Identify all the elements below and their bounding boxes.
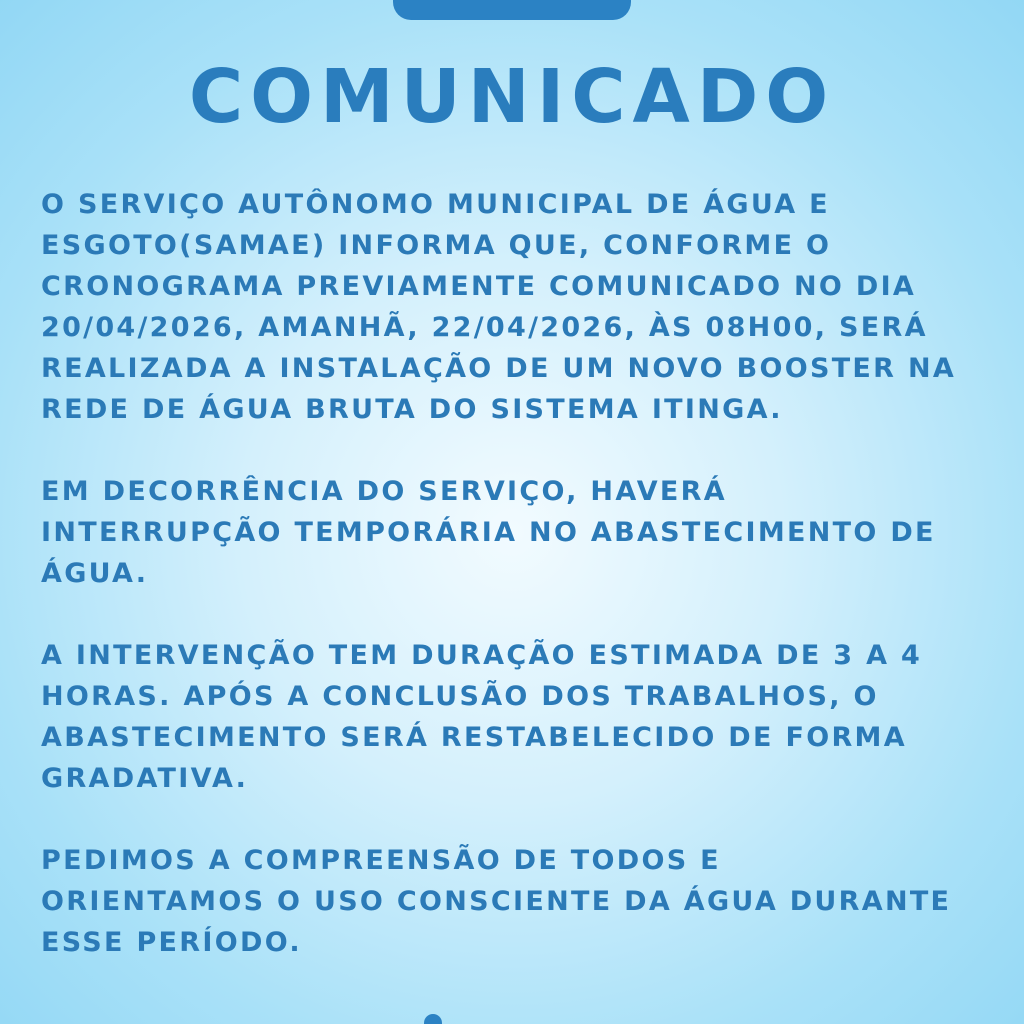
paragraph-request: [41, 840, 1024, 963]
text-line: REALIZADA A INSTALAÇÃO DE UM NOVO BOOSTER NA: [41, 353, 957, 384]
text-line: O SERVIÇO AUTÔNOMO MUNICIPAL DE ÁGUA E: [41, 189, 830, 220]
paragraph-service-info: [41, 184, 1024, 430]
top-header-tab: [393, 0, 631, 20]
text-line: ABASTECIMENTO SERÁ RESTABELECIDO DE FORMA: [41, 722, 907, 753]
text-line: INTERRUPÇÃO TEMPORÁRIA NO ABASTECIMENTO DE: [41, 517, 936, 548]
text-line: HORAS. APÓS A CONCLUSÃO DOS TRABALHOS, O: [41, 681, 879, 712]
text-line: 20/04/2026, AMANHÃ, 22/04/2026, ÀS 08H00, SERÁ: [41, 312, 928, 343]
bottom-logo-fragment: [424, 1014, 442, 1024]
page-title: COMUNICADO: [188, 54, 836, 140]
paragraph-duration: [41, 635, 1024, 799]
text-line: ESSE PERÍODO.: [41, 927, 302, 958]
text-line: REDE DE ÁGUA BRUTA DO SISTEMA ITINGA.: [41, 394, 783, 425]
text-line: CRONOGRAMA PREVIAMENTE COMUNICADO NO DIA: [41, 271, 917, 302]
text-line: PEDIMOS A COMPREENSÃO DE TODOS E: [41, 845, 721, 876]
text-line: GRADATIVA.: [41, 763, 249, 794]
text-line: ÁGUA.: [41, 558, 149, 589]
text-line: ORIENTAMOS O USO CONSCIENTE DA ÁGUA DURANTE: [41, 886, 952, 917]
text-line: ESGOTO(SAMAE) INFORMA QUE, CONFORME O: [41, 230, 832, 261]
text-line: A INTERVENÇÃO TEM DURAÇÃO ESTIMADA DE 3 A 4: [41, 640, 923, 671]
announcement-body: [41, 184, 1024, 1004]
text-line: EM DECORRÊNCIA DO SERVIÇO, HAVERÁ: [41, 476, 727, 507]
paragraph-interruption: [41, 471, 1024, 594]
